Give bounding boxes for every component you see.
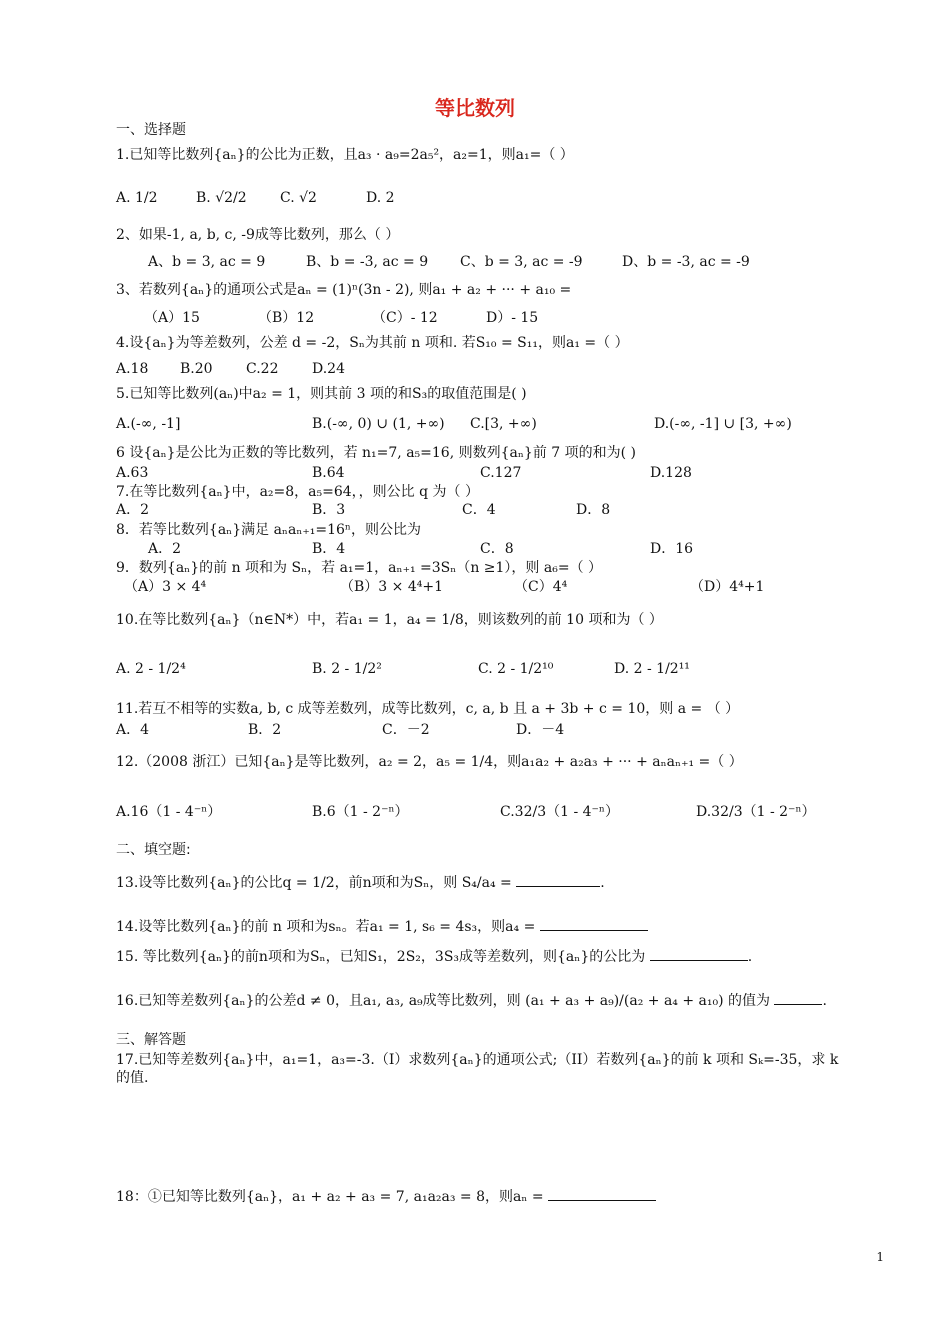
- q11-option-d: D．－4: [516, 722, 565, 738]
- question-5: 5.已知等比数列(aₙ)中a₂ = 1，则其前 3 项的和S₃的取值范围是( ): [116, 386, 527, 402]
- question-10: 10.在等比数列{aₙ}（n∈N*）中，若a₁ = 1，a₄ = 1/8，则该数列的前 10 项和为（ ）: [116, 612, 663, 628]
- q3-option-d: D）- 15: [486, 310, 539, 326]
- q5-option-a: A.(-∞, -1]: [116, 416, 181, 432]
- q7-option-c: C．4: [462, 502, 496, 518]
- question-16: 16.已知等差数列{aₙ}的公差d ≠ 0，且a₁, a₃, a₉成等比数列，则 (a₁ + a₃ + a₉)/(a₂ + a₄ + a₁₀) 的值为 .: [116, 990, 827, 1011]
- answer-blank-14[interactable]: [540, 916, 648, 931]
- question-4: 4.设{aₙ}为等差数列，公差 d = -2，Sₙ为其前 n 项和. 若S₁₀ = S₁₁，则a₁ =（ ）: [116, 335, 629, 351]
- answer-blank-15[interactable]: [650, 946, 748, 961]
- page-number: 1: [876, 1250, 884, 1264]
- q1-option-b: B. √2/2: [196, 190, 247, 206]
- question-17-line-2: 的值.: [116, 1070, 149, 1086]
- question-15-text: 15. 等比数列{aₙ}的前n项和为Sₙ，已知S₁，2S₂，3S₃成等差数列，则{aₙ}的公比为: [116, 949, 646, 965]
- q6-option-a: A.63: [116, 465, 149, 481]
- question-1: 1.已知等比数列{aₙ}的公比为正数，且a₃ · a₉=2a₅²，a₂=1，则a₁=（ ）: [116, 147, 574, 163]
- q10-option-c: C. 2 - 1/2¹⁰: [478, 661, 554, 677]
- q9-option-d: （D）4⁴+1: [690, 579, 765, 595]
- answer-blank-16[interactable]: [774, 990, 822, 1005]
- question-18: [116, 1186, 656, 1207]
- question-7: 7.在等比数列{aₙ}中，a₂=8，a₅=64，，则公比 q 为（ ）: [116, 484, 479, 500]
- q5-option-d: D.(-∞, -1] ∪ [3, +∞): [654, 416, 792, 432]
- q9-option-a: （A）3 × 4⁴: [124, 579, 207, 595]
- q7-option-a: A．2: [116, 502, 150, 518]
- answer-blank-13[interactable]: [516, 872, 600, 887]
- q5-option-c: C.[3, +∞): [470, 416, 537, 432]
- q11-option-b: B．2: [248, 722, 282, 738]
- question-18-text: 18：①已知等比数列{aₙ}，a₁ + a₂ + a₃ = 7, a₁a₂a₃ = 8，则aₙ =: [116, 1189, 544, 1205]
- question-14-text: 14.设等比数列{aₙ}的前 n 项和为sₙ。若a₁ = 1, s₆ = 4s₃，则a₄ =: [116, 919, 536, 935]
- q11-option-c: C．－2: [382, 722, 430, 738]
- q3-option-a: （A）15: [144, 310, 200, 326]
- q12-option-c: C.32/3（1 - 4⁻ⁿ）: [500, 804, 619, 820]
- answer-blank-18[interactable]: [548, 1186, 656, 1201]
- q3-option-c: （C）- 12: [372, 310, 438, 326]
- q1-option-d: D. 2: [366, 190, 395, 206]
- q8-option-c: C．8: [480, 541, 514, 557]
- q2-option-a: A、b = 3, ac = 9: [148, 254, 266, 270]
- q10-option-b: B. 2 - 1/2²: [312, 661, 382, 677]
- q1-option-c: C. √2: [280, 190, 317, 206]
- q8-option-b: B．4: [312, 541, 346, 557]
- q12-option-a: A.16（1 - 4⁻ⁿ）: [116, 804, 222, 820]
- question-2: 2、如果-1, a, b, c, -9成等比数列，那么（ ）: [116, 227, 400, 243]
- q2-option-c: C、b = 3, ac = -9: [460, 254, 583, 270]
- section-fill: 二、填空题:: [116, 842, 191, 858]
- question-17-line-1: 17.已知等差数列{aₙ}中，a₁=1，a₃=-3.（I）求数列{aₙ}的通项公式;（II）若数列{aₙ}的前 k 项和 Sₖ=-35，求 k: [116, 1052, 839, 1068]
- q3-option-b: （B）12: [258, 310, 315, 326]
- q8-option-d: D．16: [650, 541, 694, 557]
- q4-option-b: B.20: [180, 361, 213, 377]
- q4-option-a: A.18: [116, 361, 149, 377]
- q9-option-b: （B）3 × 4⁴+1: [340, 579, 443, 595]
- page-title: 等比数列: [435, 96, 515, 120]
- q8-option-a: A．2: [148, 541, 182, 557]
- question-3: 3、若数列{aₙ}的通项公式是aₙ = (1)ⁿ(3n - 2), 则a₁ + a₂ + ··· + a₁₀ =: [116, 282, 572, 298]
- question-13: 13.设等比数列{aₙ}的公比q = 1/2，前n项和为Sₙ，则 S₄/a₄ = .: [116, 872, 605, 893]
- question-16-text: 16.已知等差数列{aₙ}的公差d ≠ 0，且a₁, a₃, a₉成等比数列，则 (a₁ + a₃ + a₉)/(a₂ + a₄ + a₁₀) 的值为: [116, 993, 771, 1009]
- q6-option-c: C.127: [480, 465, 522, 481]
- q12-option-d: D.32/3（1 - 2⁻ⁿ）: [696, 804, 816, 820]
- q7-option-d: D．8: [576, 502, 611, 518]
- question-14: [116, 916, 648, 937]
- q2-option-d: D、b = -3, ac = -9: [622, 254, 750, 270]
- q12-option-b: B.6（1 - 2⁻ⁿ）: [312, 804, 409, 820]
- question-8: 8．若等比数列{aₙ}满足 aₙaₙ₊₁=16ⁿ，则公比为: [116, 522, 421, 538]
- q5-option-b: B.(-∞, 0) ∪ (1, +∞): [312, 416, 445, 432]
- q6-option-b: B.64: [312, 465, 345, 481]
- q4-option-c: C.22: [246, 361, 279, 377]
- question-13-text: 13.设等比数列{aₙ}的公比q = 1/2，前n项和为Sₙ，则 S₄/a₄ =: [116, 875, 512, 891]
- q4-option-d: D.24: [312, 361, 345, 377]
- q1-option-a: A. 1/2: [116, 190, 158, 206]
- q11-option-a: A．4: [116, 722, 150, 738]
- q9-option-c: （C）4⁴: [514, 579, 568, 595]
- question-11: 11.若互不相等的实数a, b, c 成等差数列，成等比数列，c, a, b 且 a + 3b + c = 10，则 a = （ ）: [116, 701, 740, 717]
- section-choice: 一、选择题: [116, 122, 186, 138]
- q10-option-d: D. 2 - 1/2¹¹: [614, 661, 690, 677]
- question-15: 15. 等比数列{aₙ}的前n项和为Sₙ，已知S₁，2S₂，3S₃成等差数列，则{aₙ}的公比为 .: [116, 946, 752, 967]
- q7-option-b: B．3: [312, 502, 346, 518]
- q2-option-b: B、b = -3, ac = 9: [306, 254, 429, 270]
- question-12: 12.（2008 浙江）已知{aₙ}是等比数列，a₂ = 2，a₅ = 1/4，则a₁a₂ + a₂a₃ + ··· + aₙaₙ₊₁ =（ ）: [116, 754, 743, 770]
- q6-option-d: D.128: [650, 465, 692, 481]
- section-solve: 三、解答题: [116, 1032, 186, 1048]
- q10-option-a: A. 2 - 1/2⁴: [116, 661, 186, 677]
- question-9: 9．数列{aₙ}的前 n 项和为 Sₙ，若 a₁=1，aₙ₊₁ =3Sₙ（n ≥1），则 a₆=（ ）: [116, 560, 603, 576]
- question-6: 6 设{aₙ}是公比为正数的等比数列，若 n₁=7, a₅=16, 则数列{aₙ}前 7 项的和为( ): [116, 445, 636, 461]
